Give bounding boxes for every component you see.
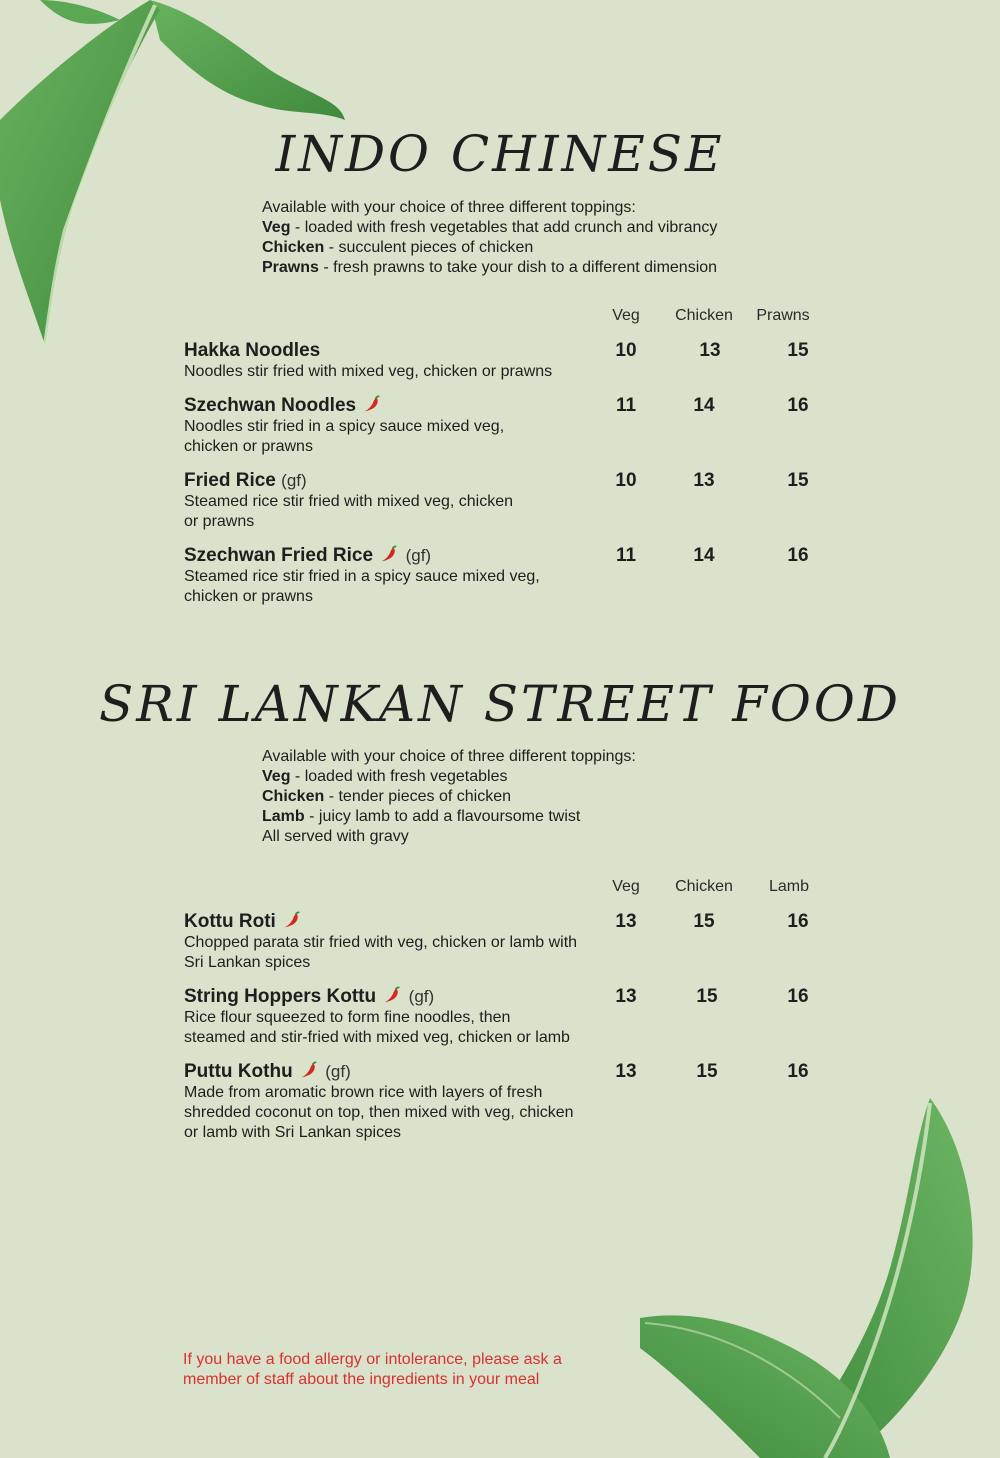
- price-veg: 10: [615, 470, 637, 491]
- item-name: Hakka Noodles: [184, 340, 321, 361]
- item-description: Steamed rice stir fried in a spicy sauce mixed veg,: [184, 568, 540, 585]
- column-header-chicken: Chicken: [675, 878, 733, 895]
- item-name: Szechwan Fried Rice: [184, 545, 374, 566]
- price-veg: 11: [615, 395, 637, 416]
- price-chicken: 13: [693, 470, 715, 491]
- price-chicken: 15: [693, 911, 715, 932]
- price-prawns: 15: [787, 340, 809, 361]
- chili-pepper-icon: [383, 986, 401, 1004]
- topping-veg: Veg - loaded with fresh vegetables: [262, 768, 508, 785]
- topping-veg: Veg - loaded with fresh vegetables that add crunch and vibrancy: [262, 219, 718, 236]
- topping-lamb: Lamb - juicy lamb to add a flavoursome twist: [262, 808, 581, 825]
- chili-pepper-icon: [300, 1061, 318, 1079]
- column-header-chicken: Chicken: [675, 307, 733, 324]
- price-veg: 10: [615, 340, 637, 361]
- item-name: Fried Rice: [184, 470, 276, 491]
- price-chicken: 14: [693, 545, 715, 566]
- menu-item-szechwan-fried-rice: [184, 545, 624, 607]
- menu-item-kottu-roti: [184, 911, 624, 973]
- gluten-free-note: (gf): [405, 546, 432, 565]
- banana-leaf-bottom-right: [640, 1098, 1000, 1458]
- item-name: String Hoppers Kottu: [184, 986, 377, 1007]
- price-chicken: 15: [696, 986, 718, 1007]
- item-description: or prawns: [184, 513, 255, 530]
- section-title-sri-lankan-street-food: SRI LANKAN STREET FOOD: [99, 675, 901, 733]
- item-description: steamed and stir-fried with mixed veg, chicken or lamb: [184, 1029, 570, 1046]
- chili-pepper-icon: [363, 395, 381, 413]
- price-veg: 13: [615, 911, 637, 932]
- allergy-notice: If you have a food allergy or intolerance, please ask a member of staff about the ingredients in your meal: [183, 1351, 562, 1388]
- item-description: Sri Lankan spices: [184, 954, 311, 971]
- chili-pepper-icon: [283, 911, 301, 929]
- item-description: chicken or prawns: [184, 588, 313, 605]
- price-chicken: 14: [693, 395, 715, 416]
- column-header-veg: Veg: [612, 307, 640, 324]
- price-veg: 13: [615, 986, 637, 1007]
- menu-item-string-hoppers-kottu: [184, 986, 624, 1048]
- menu-item-hakka-noodles: [184, 340, 624, 382]
- menu-item-szechwan-noodles: [184, 395, 624, 457]
- price-veg: 11: [615, 545, 637, 566]
- topping-chicken: Chicken - tender pieces of chicken: [262, 788, 512, 805]
- item-description: or lamb with Sri Lankan spices: [184, 1124, 401, 1141]
- gluten-free-note: (gf): [408, 987, 435, 1006]
- item-description: Chopped parata stir fried with veg, chicken or lamb with: [184, 934, 578, 951]
- chili-pepper-icon: [380, 545, 398, 563]
- column-header-veg: Veg: [612, 878, 640, 895]
- price-lamb: 16: [787, 986, 809, 1007]
- gluten-free-note: (gf): [325, 1062, 351, 1081]
- price-lamb: 16: [787, 1061, 809, 1082]
- column-header-prawns: Prawns: [756, 307, 810, 324]
- item-description: Noodles stir fried in a spicy sauce mixed veg,: [184, 418, 505, 435]
- item-description: Made from aromatic brown rice with layers of fresh: [184, 1084, 543, 1101]
- price-chicken: 13: [699, 340, 721, 361]
- item-description: chicken or prawns: [184, 438, 313, 455]
- intro-line: Available with your choice of three different toppings:: [262, 748, 636, 765]
- item-description: Noodles stir fried with mixed veg, chicken or prawns: [184, 363, 553, 380]
- price-veg: 13: [615, 1061, 637, 1082]
- price-prawns: 15: [787, 470, 809, 491]
- price-prawns: 16: [787, 545, 809, 566]
- srilankan-toppings-intro: [262, 747, 636, 847]
- price-lamb: 16: [787, 911, 809, 932]
- gravy-note: All served with gravy: [262, 828, 409, 845]
- item-description: Rice flour squeezed to form fine noodles, then: [184, 1009, 511, 1026]
- intro-line: Available with your choice of three different toppings:: [262, 199, 636, 216]
- item-description: Steamed rice stir fried with mixed veg, chicken: [184, 493, 514, 510]
- indo-toppings-intro: [262, 198, 717, 278]
- column-header-lamb: Lamb: [768, 878, 810, 895]
- price-prawns: 16: [787, 395, 809, 416]
- topping-chicken: Chicken - succulent pieces of chicken: [262, 239, 534, 256]
- menu-item-puttu-kothu: [184, 1061, 624, 1143]
- section-title-indo-chinese: INDO CHINESE: [275, 125, 725, 183]
- menu-item-fried-rice: [184, 470, 624, 532]
- price-chicken: 15: [696, 1061, 718, 1082]
- gluten-free-note: (gf): [281, 471, 307, 490]
- topping-prawns: Prawns - fresh prawns to take your dish to a different dimension: [262, 259, 718, 276]
- item-name: Szechwan Noodles: [184, 395, 357, 416]
- item-name: Kottu Roti: [184, 911, 276, 932]
- item-name: Puttu Kothu: [184, 1061, 293, 1082]
- item-description: shredded coconut on top, then mixed with veg, chicken: [184, 1104, 574, 1121]
